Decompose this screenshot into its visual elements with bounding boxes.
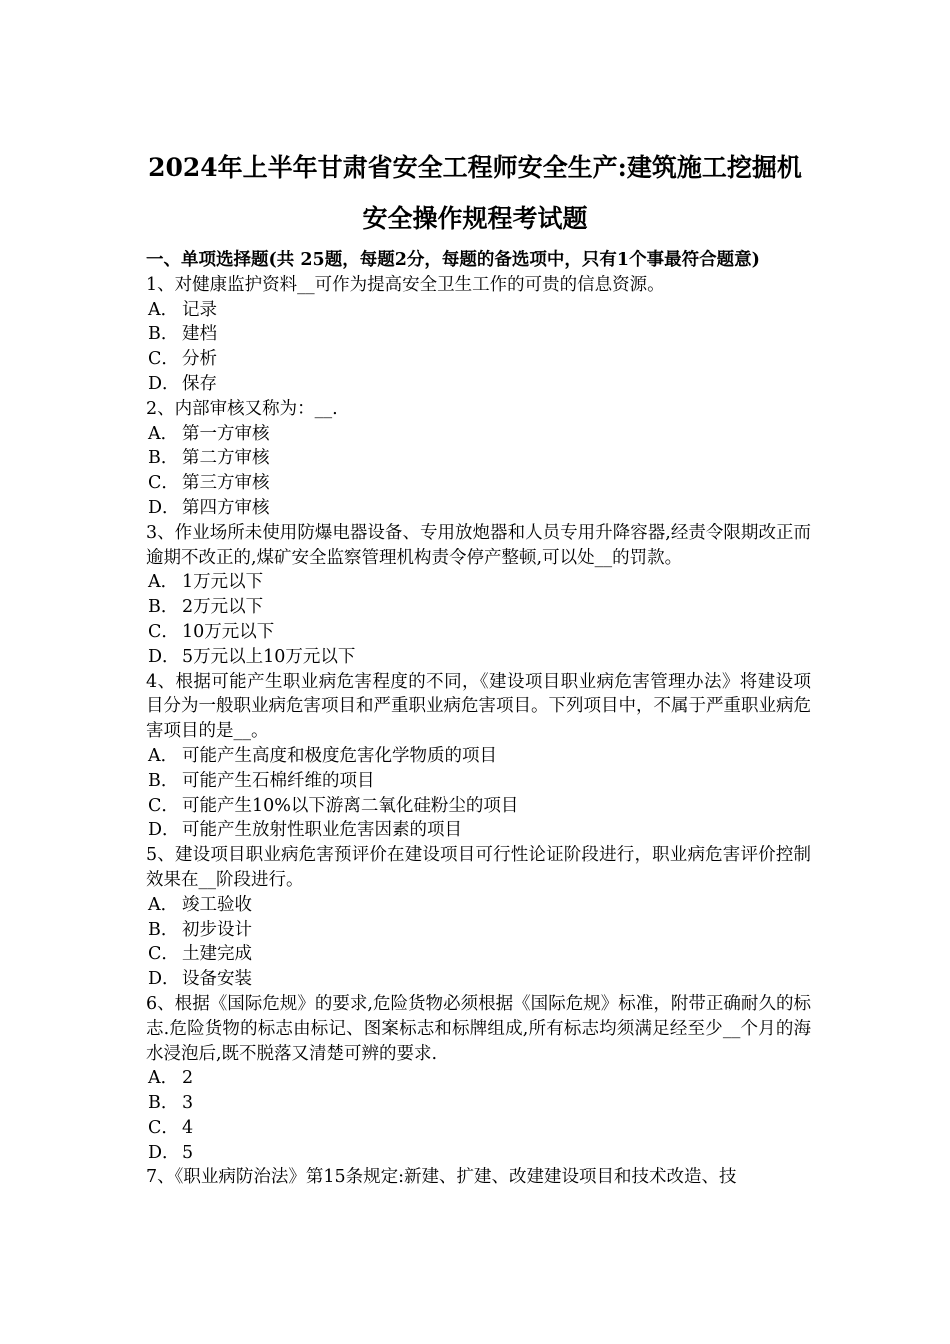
option-text: 记录	[182, 299, 217, 320]
option-letter: C．	[148, 944, 179, 965]
option-letter: C．	[148, 1117, 179, 1138]
option-letter: D．	[148, 1142, 180, 1163]
option-c	[146, 471, 811, 496]
question-3	[146, 521, 811, 670]
option-b	[146, 595, 811, 620]
option-letter: A．	[148, 572, 179, 593]
option-d	[146, 372, 811, 397]
question-7	[146, 1165, 811, 1190]
question-5	[146, 843, 811, 992]
option-letter: A．	[148, 299, 179, 320]
question-text: 2、内部审核又称为：__.	[146, 398, 338, 419]
option-letter: A．	[148, 745, 179, 766]
option-letter: B．	[148, 919, 179, 940]
option-letter: B．	[148, 448, 179, 469]
option-a	[146, 744, 811, 769]
option-text: 第一方审核	[182, 423, 270, 444]
option-letter: C．	[148, 621, 179, 642]
option-text: 可能产生石棉纤维的项目	[182, 770, 375, 791]
option-letter: B．	[148, 324, 179, 345]
option-text: 2	[182, 1068, 194, 1089]
option-text: 保存	[182, 373, 217, 394]
option-d	[146, 967, 811, 992]
option-text: 竣工验收	[182, 894, 252, 915]
option-a	[146, 570, 811, 595]
option-text: 第二方审核	[182, 448, 270, 469]
question-2	[146, 397, 811, 521]
question-text: 6、根据《国际危规》的要求,危险货物必须根据《国际危规》标准，附带正确耐久的标志.危险货物的标志由标记、图案标志和标牌组成,所有标志均须满足经至少__个月的海水浸泡后,既不脱落又清楚可辨的要求.	[146, 993, 811, 1064]
option-c	[146, 1116, 811, 1141]
option-b	[146, 918, 811, 943]
option-c	[146, 794, 811, 819]
option-letter: C．	[148, 349, 179, 370]
option-a	[146, 893, 811, 918]
option-letter: A．	[148, 894, 179, 915]
option-a	[146, 422, 811, 447]
option-letter: B．	[148, 597, 179, 618]
option-text: 4	[182, 1117, 194, 1138]
option-a	[146, 1066, 811, 1091]
option-text: 建档	[182, 324, 217, 345]
option-text: 可能产生放射性职业危害因素的项目	[182, 820, 462, 841]
document-title-line-2: 安全操作规程考试题	[362, 204, 588, 233]
document-title-line-1: 2024年上半年甘肃省安全工程师安全生产:建筑施工挖掘机	[148, 153, 802, 182]
question-6	[146, 992, 811, 1166]
option-letter: C．	[148, 473, 179, 494]
option-text: 5	[182, 1142, 194, 1163]
option-letter: B．	[148, 1093, 179, 1114]
option-text: 可能产生高度和极度危害化学物质的项目	[182, 745, 497, 766]
option-a	[146, 298, 811, 323]
option-letter: D．	[148, 497, 180, 518]
option-text: 第三方审核	[182, 473, 270, 494]
option-letter: A．	[148, 1068, 179, 1089]
option-text: 土建完成	[182, 944, 252, 965]
question-text: 5、建设项目职业病危害预评价在建设项目可行性论证阶段进行，职业病危害评价控制效果在__阶段进行。	[146, 845, 811, 890]
option-letter: D．	[148, 969, 180, 990]
option-text: 5万元以上10万元以下	[182, 646, 356, 667]
option-d	[146, 496, 811, 521]
option-text: 1万元以下	[182, 572, 264, 593]
question-text: 1、对健康监护资料__可作为提高安全卫生工作的可贵的信息资源。	[146, 274, 665, 295]
question-4	[146, 670, 811, 844]
option-text: 初步设计	[182, 919, 252, 940]
option-d	[146, 818, 811, 843]
option-text: 10万元以下	[182, 621, 275, 642]
option-text: 分析	[182, 349, 217, 370]
section-heading: 一、单项选择题(共 25题，每题2分，每题的备选项中，只有1个事最符合题意)	[146, 250, 760, 270]
option-text: 第四方审核	[182, 497, 270, 518]
option-letter: D．	[148, 646, 180, 667]
option-letter: A．	[148, 423, 179, 444]
option-text: 2万元以下	[182, 597, 264, 618]
option-letter: C．	[148, 795, 179, 816]
option-b	[146, 322, 811, 347]
question-text: 4、根据可能产生职业病危害程度的不同，《建设项目职业病危害管理办法》将建设项目分为一般职业病危害项目和严重职业病危害项目。下列项目中，不属于严重职业病危害项目的是__。	[146, 671, 811, 742]
option-d	[146, 1141, 811, 1166]
question-text: 3、作业场所未使用防爆电器设备、专用放炮器和人员专用升降容器,经责令限期改正而逾期不改正的,煤矿安全监察管理机构责令停产整顿,可以处__的罚款。	[146, 522, 811, 568]
option-letter: D．	[148, 373, 180, 394]
question-text: 7、《职业病防治法》第15条规定:新建、扩建、改建建设项目和技术改造、技	[146, 1167, 737, 1188]
option-c	[146, 942, 811, 967]
option-text: 设备安装	[182, 969, 252, 990]
option-c	[146, 620, 811, 645]
option-letter: D．	[148, 820, 180, 841]
option-text: 可能产生10%以下游离二氧化硅粉尘的项目	[182, 795, 519, 816]
option-c	[146, 347, 811, 372]
document-body	[146, 248, 811, 1190]
option-b	[146, 446, 811, 471]
option-b	[146, 769, 811, 794]
option-letter: B．	[148, 770, 179, 791]
option-b	[146, 1091, 811, 1116]
question-1	[146, 273, 811, 397]
option-text: 3	[182, 1093, 194, 1114]
option-d	[146, 645, 811, 670]
